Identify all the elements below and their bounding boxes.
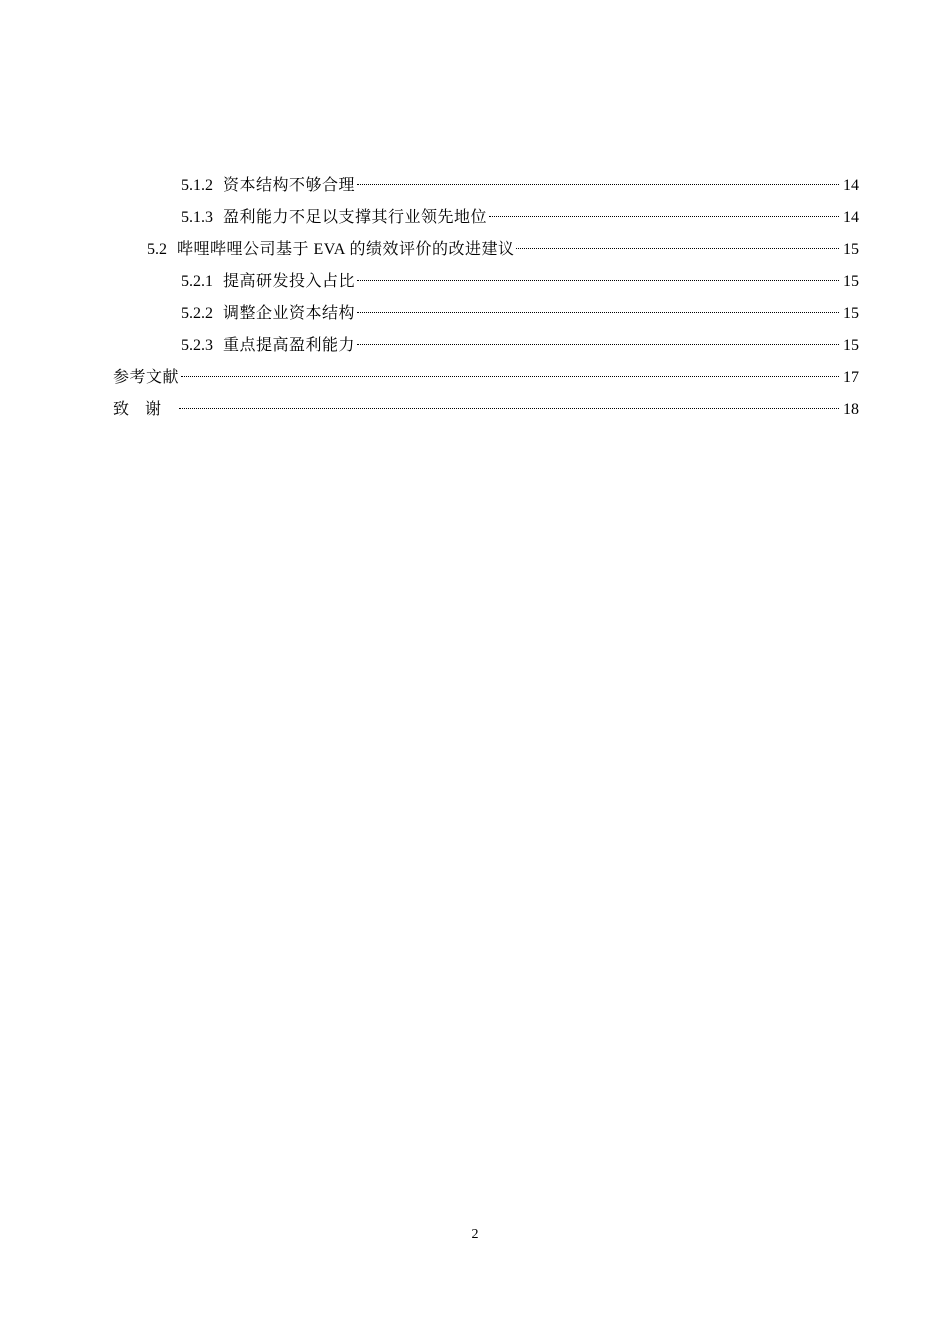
toc-entry-page: 15 (843, 337, 859, 354)
toc-leader-dots (357, 280, 839, 281)
toc-entry-title: 哔哩哔哩公司基于 EVA 的绩效评价的改进建议 (177, 241, 515, 258)
toc-entry-page: 18 (843, 401, 859, 418)
toc-leader-dots (179, 408, 839, 409)
toc-entry-number: 5.1.3 (181, 209, 213, 226)
toc-entry-acknowledgements[interactable] (113, 394, 859, 426)
toc-entry-title: 重点提高盈利能力 (223, 337, 356, 354)
toc-entry-5-1-3[interactable] (113, 202, 859, 234)
toc-entry-page: 17 (843, 369, 859, 386)
toc-entry-5-2-2[interactable] (113, 298, 859, 330)
toc-entry-number: 5.2 (147, 241, 167, 258)
toc-leader-dots (489, 216, 839, 217)
toc-leader-dots (357, 344, 839, 345)
toc-entry-references[interactable] (113, 362, 859, 394)
toc-leader-dots (357, 184, 839, 185)
toc-entry-page: 14 (843, 177, 859, 194)
toc-entry-page: 15 (843, 305, 859, 322)
toc-entry-page: 14 (843, 209, 859, 226)
toc-entry-title: 资本结构不够合理 (223, 177, 356, 194)
toc-entry-5-2-1[interactable] (113, 266, 859, 298)
toc-entry-5-2-3[interactable] (113, 330, 859, 362)
toc-entry-page: 15 (843, 273, 859, 290)
toc-entry-number: 5.2.3 (181, 337, 213, 354)
toc-entry-5-1-2[interactable] (113, 170, 859, 202)
toc-entry-title: 提高研发投入占比 (223, 273, 356, 290)
page-number: 2 (471, 1227, 479, 1242)
toc-entry-title: 调整企业资本结构 (223, 305, 356, 322)
toc-entry-number: 5.2.2 (181, 305, 213, 322)
toc-entry-number: 5.2.1 (181, 273, 213, 290)
toc-entry-5-2[interactable] (113, 234, 859, 266)
toc-entry-title: 致谢 (113, 401, 178, 418)
toc-entry-number: 5.1.2 (181, 177, 213, 194)
table-of-contents (113, 170, 859, 426)
toc-leader-dots (357, 312, 839, 313)
toc-entry-page: 15 (843, 241, 859, 258)
toc-entry-title: 参考文献 (113, 369, 180, 386)
toc-leader-dots (181, 376, 839, 377)
toc-entry-title: 盈利能力不足以支撑其行业领先地位 (223, 209, 488, 226)
toc-leader-dots (516, 248, 839, 249)
